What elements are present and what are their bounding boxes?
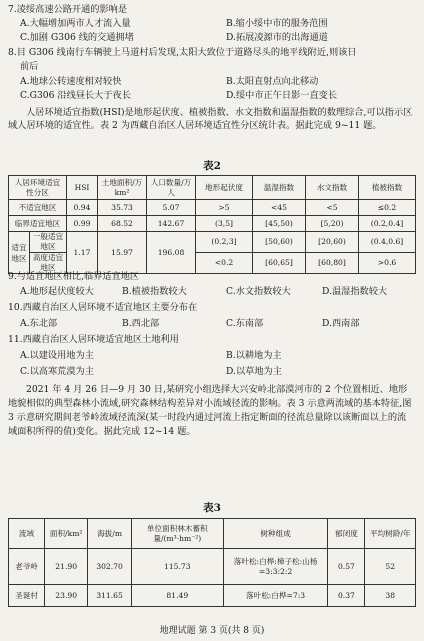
q10-option-a[interactable]: A.东北部 <box>20 318 58 329</box>
q10-option-c[interactable]: C.东南部 <box>226 318 264 329</box>
q8-option-c[interactable]: C.G306 沿线昼长大于夜长 <box>20 90 131 101</box>
table3-header: 树种组成 <box>223 519 328 549</box>
q8-option-a[interactable]: A.地球公转速度相对较快 <box>20 76 122 87</box>
q9-option-b[interactable]: B.植被指数较大 <box>122 286 187 297</box>
q8-option-b[interactable]: B.太阳直射点向北移动 <box>226 76 319 87</box>
table-cell: (0.2,0.4] <box>359 216 416 232</box>
q10-option-d[interactable]: D.西南部 <box>322 318 360 329</box>
table-cell: >5 <box>196 200 253 216</box>
table2-header: 地形起伏度 <box>196 176 253 200</box>
table-cell: (0.4,0.6] <box>359 232 416 253</box>
table-cell: 一般适宜地区 <box>30 232 67 253</box>
intro-paragraph-12-14: 2021 年 4 月 26 日—9 月 30 日,某研究小组选择大兴安岭北部漠河市的 2 个位置相近、地形地貌相似的典型森林小流域,研究森林结构差异对小流域径流的影响。表 3 示意两流域的基本特征,图 3 示意研究期间老爷岭流域径流深(某一时段内通过河流上指定断面的径流总量除以该断面以上的流域面积所得的值)变化。据此完成 12~14 题。 <box>8 384 412 437</box>
q7-stem: 7.凌绥高速公路开通的影响是 <box>8 4 128 15</box>
table-cell: 0.99 <box>67 216 98 232</box>
table-cell-group: 适宜地区 <box>9 232 30 274</box>
q9-option-d[interactable]: D.温湿指数较大 <box>322 286 388 297</box>
q10-stem: 10.西藏自治区人居环境不适宜地区主要分布在 <box>8 302 198 313</box>
table-cell: >0.6 <box>359 253 416 274</box>
table-cell: 68.52 <box>98 216 147 232</box>
table2-header: HSI <box>67 176 98 200</box>
q10-option-b[interactable]: B.西北部 <box>122 318 160 329</box>
table-cell: [45,50) <box>253 216 306 232</box>
table-cell: [50,60) <box>253 232 306 253</box>
q11-option-d[interactable]: D.以草地为主 <box>226 366 282 377</box>
table-row <box>9 216 416 232</box>
table-cell: 1.17 <box>67 232 98 274</box>
table2-header: 植被指数 <box>359 176 416 200</box>
intro-paragraph-9-11: 人居环境适宜指数(HSI)是地形起伏度、植被指数、水文指数和温湿指数的数理综合,可以指示区域人居环境的适宜性。表 2 为西藏自治区人居环境适宜性分区统计表。据此完成 9~11 题。 <box>8 107 413 131</box>
table-cell: 0.37 <box>328 585 365 607</box>
table-cell: 临界适宜地区 <box>9 216 67 232</box>
table-cell: 38 <box>365 585 416 607</box>
q7-option-a[interactable]: A.大幅增加两市人才流入量 <box>20 18 131 29</box>
table-cell: 0.94 <box>67 200 98 216</box>
table2-header: 人口数量/万人 <box>147 176 196 200</box>
table-cell: 115.73 <box>131 549 223 585</box>
q7-option-b[interactable]: B.缩小绥中市的服务范围 <box>226 18 328 29</box>
table-cell: 圣诞村 <box>9 585 45 607</box>
table-cell: 196.08 <box>147 232 196 274</box>
table3-header: 平均树龄/年 <box>365 519 416 549</box>
table-cell: <0.2 <box>196 253 253 274</box>
table3-header: 海拔/m <box>88 519 131 549</box>
table-cell: 142.67 <box>147 216 196 232</box>
table-cell: 落叶松:白桦=7:3 <box>223 585 328 607</box>
table3-header: 郁闭度 <box>328 519 365 549</box>
table3 <box>8 518 416 607</box>
q9-option-c[interactable]: C.水文指数较大 <box>226 286 291 297</box>
table-cell: 不适宜地区 <box>9 200 67 216</box>
table-cell: 0.57 <box>328 549 365 585</box>
table2 <box>8 175 416 274</box>
table-row <box>9 200 416 216</box>
q8-stem-line1: 8.目 G306 线南行车辆驶上马道村后发现,太阳大致位于道路尽头的地平线附近,则该日 <box>8 47 357 58</box>
table-cell: (3,5] <box>196 216 253 232</box>
q9-option-a[interactable]: A.地形起伏度较大 <box>20 286 94 297</box>
q11-stem: 11.西藏自治区人居环境适宜地区土地利用 <box>8 334 179 345</box>
table-row <box>9 232 416 253</box>
table-cell: <45 <box>253 200 306 216</box>
table-cell: 老爷岭 <box>9 549 45 585</box>
page-footer: 地理试题 第 3 页(共 8 页) <box>159 626 265 636</box>
q8-option-d[interactable]: D.绥中市正午日影一直变长 <box>226 90 338 101</box>
table2-header: 温湿指数 <box>253 176 306 200</box>
q11-option-b[interactable]: B.以耕地为主 <box>226 350 282 361</box>
table-cell: 52 <box>365 549 416 585</box>
table2-title: 表2 <box>203 160 221 172</box>
table3-header: 流域 <box>9 519 45 549</box>
table-cell: [60,80] <box>306 253 359 274</box>
table3-title: 表3 <box>203 502 221 514</box>
q7-option-d[interactable]: D.拓展凌源市的出海通道 <box>226 32 328 43</box>
q11-option-a[interactable]: A.以建设用地为主 <box>20 350 94 361</box>
q9-stem: 9.与适宜地区相比,临界适宜地区 <box>8 271 140 282</box>
table-cell: [5,20) <box>306 216 359 232</box>
table2-header: 人居环境适宜性分区 <box>9 176 67 200</box>
table-cell: 35.73 <box>98 200 147 216</box>
table-cell: 302.70 <box>88 549 131 585</box>
table2-header: 土地面积/万km² <box>98 176 147 200</box>
table-cell: 81.49 <box>131 585 223 607</box>
table-row <box>9 549 416 585</box>
table-cell: [60,65] <box>253 253 306 274</box>
table-cell: [20,60) <box>306 232 359 253</box>
table-cell: 311.65 <box>88 585 131 607</box>
table-cell: (0.2,3] <box>196 232 253 253</box>
table3-header: 单位面积林木蓄积量/(m³·hm⁻²) <box>131 519 223 549</box>
table3-header: 面积/km² <box>45 519 88 549</box>
q11-option-c[interactable]: C.以高寒荒漠为主 <box>20 366 94 377</box>
table-cell: <5 <box>306 200 359 216</box>
table-cell: 15.97 <box>98 232 147 274</box>
table-row <box>9 585 416 607</box>
q7-option-c[interactable]: C.加剧 G306 线的交通拥堵 <box>20 32 134 43</box>
table-cell: 落叶松:白桦:樟子松:山杨=3:3:2:2 <box>223 549 328 585</box>
table-cell: ≤0.2 <box>359 200 416 216</box>
table2-header: 水文指数 <box>306 176 359 200</box>
table-cell: 5.07 <box>147 200 196 216</box>
table-cell: 23.90 <box>45 585 88 607</box>
q8-stem-line2: 前后 <box>20 61 39 72</box>
table-cell: 高度适宜地区 <box>30 253 67 274</box>
table-cell: 21.90 <box>45 549 88 585</box>
